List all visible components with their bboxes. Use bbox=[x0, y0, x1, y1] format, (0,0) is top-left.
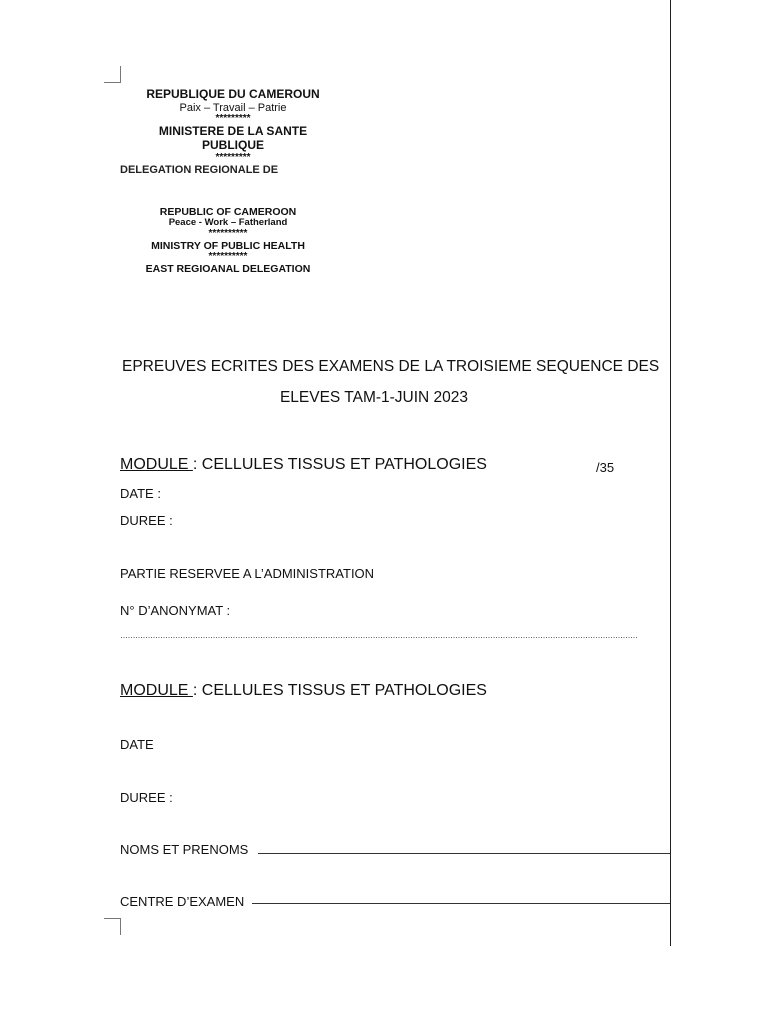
stars-divider: ********* bbox=[215, 151, 251, 163]
header-french bbox=[113, 88, 353, 162]
motto-fr: Paix – Travail – Patrie bbox=[179, 101, 287, 114]
score-total: /35 bbox=[596, 460, 615, 475]
exam-centre-field-line[interactable] bbox=[252, 903, 670, 904]
duration-label-2: DUREE : bbox=[120, 790, 173, 805]
exam-title-line1: EPREUVES ECRITES DES EXAMENS DE LA TROISIEME SEQUENCE DES bbox=[122, 358, 660, 375]
corner-mark-top-left bbox=[104, 66, 121, 83]
motto-en: Peace - Work – Fatherland bbox=[168, 217, 288, 229]
duration-label: DUREE : bbox=[120, 513, 173, 528]
delegation-fr-cut: DELEGATION REGIONALE DE bbox=[120, 164, 279, 176]
date-label-2: DATE bbox=[120, 737, 154, 752]
names-label: NOMS ET PRENOMS bbox=[120, 842, 249, 857]
header-english bbox=[108, 206, 348, 275]
exam-title bbox=[0, 358, 670, 407]
stars-divider: ********** bbox=[208, 251, 248, 263]
module-heading-2 bbox=[120, 682, 487, 700]
corner-mark-bottom-left bbox=[104, 918, 121, 935]
admin-reserved-label: PARTIE RESERVEE A L’ADMINISTRATION bbox=[120, 566, 375, 581]
ministry-fr: MINISTERE DE LA SANTE PUBLIQUE bbox=[158, 123, 308, 152]
exam-centre-label: CENTRE D’EXAMEN bbox=[120, 894, 245, 909]
page-right-edge bbox=[670, 0, 671, 946]
names-field-line[interactable] bbox=[258, 853, 670, 854]
exam-title-line2: ELEVES TAM-1-JUIN 2023 bbox=[279, 389, 469, 406]
republic-name-fr: REPUBLIQUE DU CAMEROUN bbox=[146, 87, 320, 101]
module-value: : CELLULES TISSUS ET PATHOLOGIES bbox=[192, 456, 487, 473]
anonymity-number-label: N° D’ANONYMAT : bbox=[120, 603, 231, 618]
module-label: MODULE bbox=[120, 456, 193, 473]
cut-separator: ……………………………………………………………………………………………………………………………………………………………………………………… bbox=[120, 631, 638, 640]
module-label: MODULE bbox=[120, 682, 193, 699]
stars-divider: ********* bbox=[215, 113, 251, 125]
republic-name-en: REPUBLIC OF CAMEROON bbox=[159, 206, 297, 218]
delegation-en: EAST REGIOANAL DELEGATION bbox=[145, 263, 311, 276]
module-value: : CELLULES TISSUS ET PATHOLOGIES bbox=[192, 682, 487, 699]
module-heading bbox=[120, 456, 487, 474]
ministry-en: MINISTRY OF PUBLIC HEALTH bbox=[151, 239, 305, 252]
stars-divider: ********** bbox=[208, 227, 248, 239]
date-label: DATE : bbox=[120, 486, 161, 501]
